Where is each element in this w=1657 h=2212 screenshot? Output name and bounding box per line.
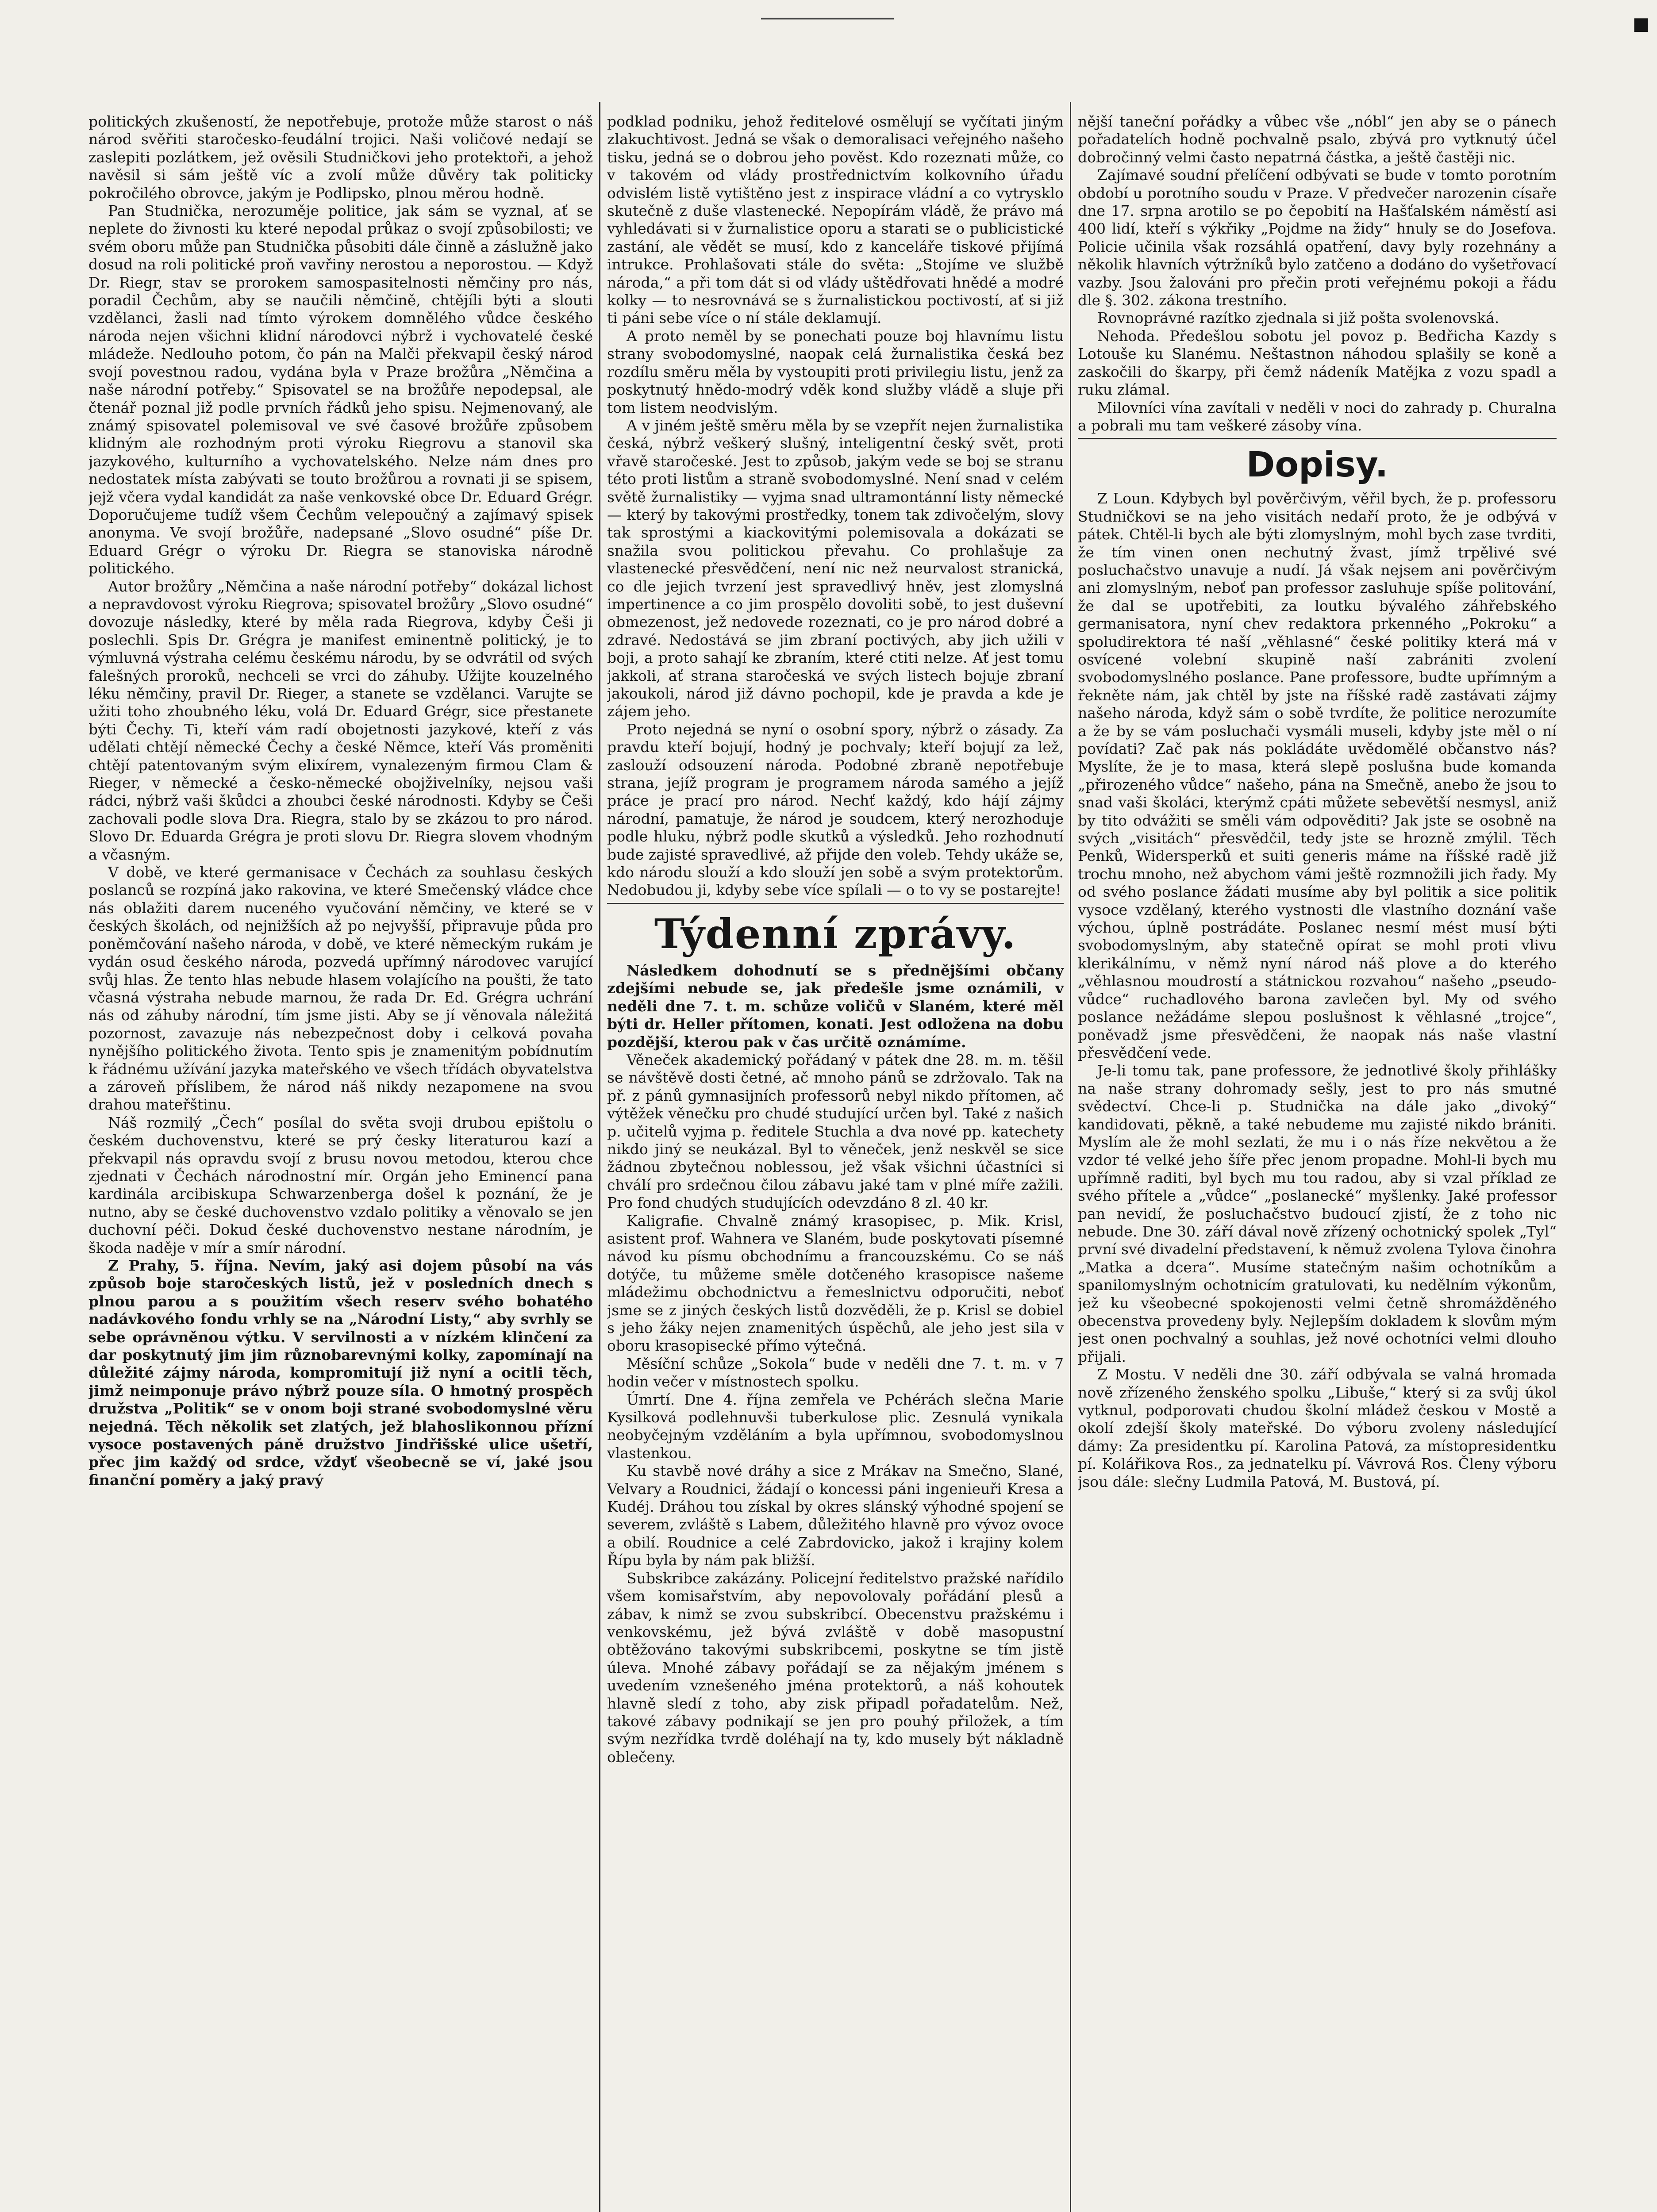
news-item: Měsíční schůze „Sokola“ bude v neděli dne 7. t. m. v 7 hodin večer v místnostech spolku. [607, 1355, 1064, 1390]
column-rule-1 [599, 102, 600, 2212]
notice-paragraph: Následkem dohodnutí se s přednějšími občany zdejšími nebude se, jak předešle jsme oznámili, v neděli dne 7. t. m. schůze voličů v Slaném, které měl býti dr. Heller přítomen, konati. Jest odložena na dobu pozdější, kterou pak v čas určitě oznámíme. [607, 961, 1064, 1051]
column-2 [607, 113, 1064, 2212]
article-paragraph: Pan Studnička, nerozuměje politice, jak sám se vyznal, ať se neplete do živnosti ku které nepodal průkaz o svojí způsobilosti; ve svém oboru může pan Studnička působiti dále činně a záslužně jako dosud na roli politické proň vavřiny nerostou a neporostou. — Když Dr. Riegr, stav se prorokem samospasitelnosti němčiny pro nás, poradil Čechům, aby se naučili němčině, chtějíli býti a slouti vzdělanci, žasli nad tímto výrokem domnělého vůdce českého národa nejen všichni klidní národovci nýbrž i vychovatelé české mládeže. Nedlouho potom, čo pán na Malči překvapil český národ svojí povestnou radou, vydána byla v Praze brožůra „Němčina a naše národní potřeby.“ Spisovatel se na brožůře nepodepsal, ale čtenář poznal již podle prvních řádků jeho spisu. Nejmenovaný, ale známý spisovatel polemisoval ve své časové brožůře způsobem klidným ale rozhodným proti výroku Riegrovu a stanovil ska jazykového, kulturního a vychovatelského. Nelze nám dnes pro nedostatek místa zabývati se touto brožůrou a rovnati ji se spisem, jejž včera vydal kandidát za naše venkovské obce Dr. Eduard Grégr. Doporučujeme tudíž všem Čechům velepoučný a zajímavý spisek anonyma. Ve svojí brožůře, nadepsané „Slovo osudné“ píše Dr. Eduard Grégr o výroku Dr. Riegra se stanoviska národně politického. [88, 202, 593, 577]
article-paragraph: podklad podniku, jehož ředitelové osmělují se vyčítati jiným zlakuchtivost. Jedná se však o demoralisaci veřejného našeho tisku, jedná se o dobrou jeho pověst. Kdo rozeznati může, co v takovém od vlády prostřednictvím kolkovního úřadu odvislém listě vytištěno jest z inspirace vládní a co vytrysklo skutečně z duše vlastenecké. Nepopírám vládě, že právo má vyhledávati si v žurnalistice oporu a starati se o publicistické zastání, ale vědět se musí, kdo z kanceláře tiskové přijímá intrukce. Prohlašovati stále do světa: „Stojíme ve službě národa,“ a při tom dát si od vlády uštědřovati hnědé a modré kolky — to nesrovnává se s žurnalistickou poctivostí, ať si již ti páni sebe více o ní stále deklamují. [607, 113, 1064, 327]
news-item: Nehoda. Předešlou sobotu jel povoz p. Bedřicha Kazdy s Lotouše ku Slanému. Neštastnon náhodou splašily se koně a zaskočili do škarpy, při čemž nádeník Matějka z vozu spadl a ruku zlámal. [1078, 327, 1557, 399]
article-paragraph-prague: Z Prahy, 5. října. Nevím, jaký asi dojem působí na vás způsob boje staročeských listů, jež v posledních dnech s plnou parou a s použitím všech reserv svého bohatého nadávkového fondu vrhly se na „Národní Listy,“ aby svrhly se sebe oprávněnou výtku. V servilnosti a v nízkém klinčení za dar poskytnutý jim jim různobarevnými kolky, zapomínají na důležité zájmy národa, kompromitují již nyní a ocitli těch, jimž neimponuje právo nýbrž pouze síla. O hmotný prospěch družstva „Politik“ se v onom boji strané svobodomyslné věru nejedná. Těch několik set zlatých, jež blahoslikonnou přízní vysoce postavených páně družstvo Jindřišské ulice ušetří, přec jim každý od srdce, vždyť všeobecně se ví, jaké jsou finanční poměry a jaký pravý [88, 1257, 593, 1489]
column-3 [1078, 113, 1557, 2212]
news-item: Milovníci vína zavítali v neděli v noci do zahrady p. Churalna a pobrali mu tam veškeré zásoby vína. [1078, 399, 1557, 434]
letter-paragraph: Z Loun. Kdybych byl pověrčivým, věřil bych, že p. professoru Studničkovi se na jeho visitách nedaří proto, že je odbývá v pátek. Chtěl-li bych ale býti zlomyslným, mohl bych zase tvrditi, že tím vinen onen nechutný žvast, jímž trpělivé své posluchačstvo unavuje a nudí. Já však nejsem ani pověrčivým ani zlomyslným, neboť pan professor zasluhuje spíše politování, že dal se upotřebiti, za loutku bývalého záhřebského germanisatora, nyní chev redaktora prkenného „Pokroku“ a spoludirektora té naší „věhlasné“ české politiky která má v osvícené volební skupině naší zabrániti zvolení svobodomyslného poslance. Pane professore, budte upřímným a řekněte nám, jak chtěl by jste na říšské radě zastávati zájmy našeho národa, když sám o sobě tvrdíte, že politice nerozumíte a že by se vám posluchači vysmáli museli, kdyby jste měl o ní povídati? Zač pak nás pokládáte uvědomělé občanstvo nás? Myslíte, že je to masa, která slepě poslušna bude komanda „přirozeného vůdce“ našeho, pána na Smečně, anebo že jsou to snad vaši školáci, kterýmž cpáti můžete sebevětší nesmysl, aniž by tito odvážiti se směli vám odpověditi? Jak jste se osobně na svých „visitách“ přesvědčil, tedy jste se hrozně zmýlil. Těch Penků, Widersperků et suiti generis máme na říšské radě již trochu mnoho, než abychom vámi ještě rozmnožili jich řady. My od svého poslance žádati musíme aby byl politik a sice politik vysoce vzdělaný, kterého vystnosti dle vlastního doznání vaše výchou, úplně postrádáte. Poslanec nesmí mést musí býti svobodomyslným, aby statečně opírat se mohl proti vlivu klerikálnímu, v němž nyní národ náš plove a do kterého „věhlasnou moudrostí a státnickou rozvahou“ našeho „pseudo-vůdce“ ruchadlového barona zavlečen byl. My od svého poslance nežádáme slepou poslušnost k věhlasné „trojce“, poněvadž jsme přesvědčeni, že naopak nás naše vlastní přesvědčení vede. [1078, 490, 1557, 1061]
top-edge-mark [761, 18, 894, 19]
news-item: Zajímavé soudní přelíčení odbývati se bude v tomto porotním období u porotního soudu v Praze. V předvečer narozenin císaře dne 17. srpna arotilo se po čepobití na Hašťalském náměstí asi 400 lidí, kteří s výkřiky „Pojdme na židy“ hnuly se do Josefova. Policie učinila však rozsáhlá opatření, davy byly rozehnány a několik hlavních výtržníků bylo zatčeno a dodáno do vyšetřovací vazby. Jsou žalováni pro přečin proti veřejnému pokoji a řádu dle §. 302. zákona trestního. [1078, 166, 1557, 309]
article-paragraph: Autor brožůry „Němčina a naše národní potřeby“ dokázal lichost a nepravdovost výroku Riegrova; spisovatel brožůry „Slovo osudné“ dovozuje následky, které by měla rada Riegrova, kdyby Češi ji poslechli. Spis Dr. Grégra je manifest eminentně politický, je to výmluvná výstraha celému českému národu, by se odvrátil od svých falešných proroků, nechceli se vrci do záhuby. Užijte kouzelného léku němčiny, pravil Dr. Rieger, a stanete se vzdělanci. Varujte se užiti toho zhoubného léku, volá Dr. Eduard Grégr, sice přestanete býti Čechy. Ti, kteří vám radí obojetnosti jazykové, kteří z vás udělati chtějí německé Čechy a české Němce, kteří Vás proměniti chtějí patentovaným svým elixírem, vynalezeným firmou Clam & Rieger, v německé a česko-německé obojživelníky, nejsou vaši rádci, nýbrž vaši škůdci a zhoubci české národnosti. Kdyby se Češi zachovali podle slova Dra. Riegra, stalo by se zkázou to pro národ. Slovo Dr. Eduarda Grégra je proti slovu Dr. Riegra slovem vhodným a včasným. [88, 577, 593, 863]
article-paragraph: Proto nejedná se nyní o osobní spory, nýbrž o zásady. Za pravdu kteří bojují, hodný je pochvaly; kteří bojují za lež, zaslouží odsouzení národa. Podobné zbraně nepotřebuje strana, jejíž program je programem národa samého a jejíž práce je prací pro národ. Nechť každý, kdo hájí zájmy národní, pamatuje, že národ je soudcem, který nerozhoduje podle hluku, nýbrž podle skutků a výsledků. Jeho rozhodnutí bude zajisté spravedlivé, až přijde den voleb. Tehdy ukáže se, kdo národu slouží a kdo slouží jen sobě a svým protektorům. Nedobudou ji, kdyby sebe více spílali — o to vy se postarejte! [607, 720, 1064, 899]
article-paragraph: Náš rozmilý „Čech“ posílal do světa svoji drubou epištolu o českém duchovenstvu, které se prý česky literaturou kazí a překvapil nás opravdu svojí z brusu novou metodou, kterou chce zjednati v Čechách národnostní mír. Orgán jeho Eminencí pana kardinála arcibiskupa Schwarzenberga došel k poznání, že je nutno, aby se české duchovenstvo vzdalo politiky a věnovalo se jen duchovní péči. Dokud české duchovenstvo nestane národním, je škoda naděje v mír a smír národní. [88, 1114, 593, 1256]
news-item: Kaligrafie. Chvalně známý krasopisec, p. Mik. Krisl, asistent prof. Wahnera ve Slaném, bude poskytovati písemné návod ku písmu obchodnímu a francouzskému. Co se náš dotýče, tu můžeme směle dotčeného krasopisce našeme mládežimu obchodnictvu a řemeslnictvu odporučiti, neboť jsme se z jiných českých listů dozvěděli, že p. Krisl se dobiel s jeho žáky nejen znamenitých úspěchů, ale jeho jest sila v oboru krasopisecké přímo výtečná. [607, 1212, 1064, 1355]
section-divider [607, 903, 1064, 904]
news-item: Subskribce zakázány. Policejní ředitelstvo pražské nařídilo všem komisařstvím, aby nepovolovaly pořádání plesů a zábav, k nimž se zvou subskribcí. Obecenstvu pražskému i venkovskému, jež bývá zvláště v době masopustní obtěžováno takovými subskribcemi, poskytne se tím jistě úleva. Mnohé zábavy pořádají se za nějakým jménem s uvedením vznešeného jména protektorů, a náš kohoutek hlavně sledí z toho, aby zisk připadl pořadatelům. Než, takové zábavy podnikají se jen pro pouhý přiložek, a tím svým nezřídka tvrdě doléhají na ty, kdo musely být nákladně oblečeny. [607, 1569, 1064, 1766]
news-item: Věneček akademický pořádaný v pátek dne 28. m. m. těšil se návštěvě dosti četné, ač mnoho pánů se zdržovalo. Tak na př. z pánů gymnasijních professorů nebyl nikdo přítomen, ač výtěžek věnečku pro chudé studující určen byl. Také z našich p. učitelů vyjma p. ředitele Stuchla a dva nové pp. katechety nikdo jiný se neukázal. Byl to věneček, jenž neskvěl se sice žádnou zbytečnou noblessou, jež však všichni účastníci si chválí pro srdečnou čilou zábavu jaké tam v plné míře zažili. Pro fond chudých studujících odevzdáno 8 zl. 40 kr. [607, 1051, 1064, 1212]
article-paragraph: A v jiném ještě směru měla by se vzepřít nejen žurnalistika česká, nýbrž veškerý slušný, inteligentní český svět, proti vřavě staročeské. Jest to způsob, jakým vede se boj se stranu této proti listům a straně svobodomyslné. Není snad v celém světě žurnalistiky — vyjma snad ultramontánní listy německé — který by takovými prostředky, tonem tak zdivočelým, slovy tak sprostými a kiackovitými polemisovala a dokázati se snažila svou politickou převahu. Co prohlašuje za vlastenecké přesvědčení, není nic než neurvalost stranická, co dle jejich tvrzení jest spravedlivý hněv, jest zlomyslná impertinence a co jim prospělo dovoliti sobě, to jest duševní obmezenost, jež nedovede rozeznati, co je pro národ dobré a zdravé. Nedostává se jim zbraní poctivých, aby jich užili v boji, a proto sahají ke zbraním, které ctiti nelze. Ať jest tomu jakkoli, ať strana staročeská ve svých listech bojuje zbraní jakoukoli, národ již dávno pochopil, kde je pravda a kde je zájem jeho. [607, 416, 1064, 720]
section-heading-weekly-news: Týdenní zprávy. [654, 910, 1017, 958]
article-paragraph: A proto neměl by se ponechati pouze boj hlavnímu listu strany svobodomyslné, naopak celá žurnalistika česká bez rozdílu směru měla by vystoupiti proti privilegiu listu, jenž za poskytnutý hnědo-modrý vděk kond služby vládě a sluje při tom listem neodvislým. [607, 327, 1064, 416]
column-rule-2 [1070, 102, 1071, 2212]
news-item: Úmrtí. Dne 4. října zemřela ve Pchérách slečna Marie Kysilková podlehnuvši tuberkulose plic. Zesnulá vynikala neobyčejným vzděláním a byla upřímnou, svobodomyslnou vlastenkou. [607, 1390, 1064, 1462]
column-1 [88, 113, 593, 2212]
section-heading-letters: Dopisy. [1246, 445, 1388, 485]
article-paragraph: politických zkušeností, že nepotřebuje, protože může starost o náš národ svěřiti staročesko-feudální trojici. Naši voličové nedají se zaslepiti pozlátkem, jež ověsili Studničkovi jeho protektoři, a jehož navěsil si sám ještě víc a zvolí může důvěry tak politicky pokročilého obrovce, jakým je Podlipsko, plnou měrou hodně. [88, 113, 593, 202]
letter-paragraph: Z Mostu. V neděli dne 30. září odbývala se valná hromada nově zřízeného ženského spolku „Libuše,“ který si za svůj úkol vytknul, podporovati chudou školní mládež českou v Mostě a okolí zdejší školy mateřské. Do výboru zvoleny následující dámy: Za presidentku pí. Karolina Patová, za místopresidentku pí. Kolářikova Ros., za jednatelku pí. Vávrová Ros. Členy výboru jsou dále: slečny Ludmila Patová, M. Bustová, pí. [1078, 1366, 1557, 1490]
letter-paragraph: Je-li tomu tak, pane professore, že jednotlivé školy přihlášky na naše strany dohromady sešly, jest to pro nás smutné svědectví. Chce-li p. Studnička na dále jako „divoký“ kandidovati, pěkně, a také nebudeme mu zajisté nikdo brániti. Myslím ale že mohl sezlati, že mu i o nás říze nekvětou a že vzdor té velké jeho šíře přec jenom propadne. Mohl-li bych mu upřímně raditi, byl bych mu tou radou, aby si vzal příklad ze svého přítele a „vůdce“ „poslanecké“ myšlenky. Jaké professor pan nevidí, že posluchačstvo budoucí zjistí, že z toho nic nebude. Dne 30. září dával nově zřízený ochotnický spolek „Tyl“ první své divadelní představení, k němuž zvolena Tylova činohra „Matka a dcera“. Musíme statečným našim ochotníkům a spanilomyslným ochotnicím gratulovati, ku nedělním výkonům, jež ku všeobecné spokojenosti velmi četně shromážděného obecenstva provedeny byly. Nejlepším dokladem k slovům mým jest onen pochvalný a souhlas, jež nové ochotníci velmi dlouho přijali. [1078, 1062, 1557, 1365]
news-item: nější taneční pořádky a vůbec vše „nóbl“ jen aby se o pánech pořadatelích hodně pochvalně psalo, zbývá pro vytknutý účel dobročinný velmi často nepatrná částka, a ještě častěji nic. [1078, 113, 1557, 166]
news-item: Rovnoprávné razítko zjednala si již pošta svolenovská. [1097, 309, 1499, 327]
article-paragraph: V době, ve které germanisace v Čechách za souhlasu českých poslanců se rozpíná jako rakovina, ve které Smečenský vládce chce nás oblažiti darem nuceného vyučování němčiny, ve které se v českých školách, od nejnižších až po nejvyšší, připravuje půda pro poněmčování našeho národa, v době, ve které německým rukám je vydán osud českého národa, pozvedá upřímný národovec varující svůj hlas. Že tento hlas nebude hlasem volajícího na poušti, že tato včasná výstraha nebude marnou, že rada Dr. Ed. Grégra uchrání nás od záhuby národní, tím jsme jisti. Aby se jí věnovala náležitá pozornost, zavazuje nás nebezpečnost doby i celková povaha nynějšího politického života. Tento spis je znamenitým pobídnutím k řádnému užívání jazyka mateřského ve všech třídách obyvatelstva a zároveň příslibem, že národ náš nikdy nezapomene na svou drahou mateřštinu. [88, 864, 593, 1114]
section-divider [1078, 438, 1557, 439]
corner-mark: ■ [1633, 13, 1649, 34]
news-item: Ku stavbě nové dráhy a sice z Mrákav na Smečno, Slané, Velvary a Roudnici, žádají o koncessi páni ingenieuři Kresa a Kudéj. Dráhou tou získal by okres slánský výhodné spojení se severem, zvláště s Labem, důležitého hlavně pro vývoz ovoce a obilí. Roudnice a celé Zabrdovicko, jakož i krajiny kolem Řípu byla by nám pak bližší. [607, 1462, 1064, 1569]
